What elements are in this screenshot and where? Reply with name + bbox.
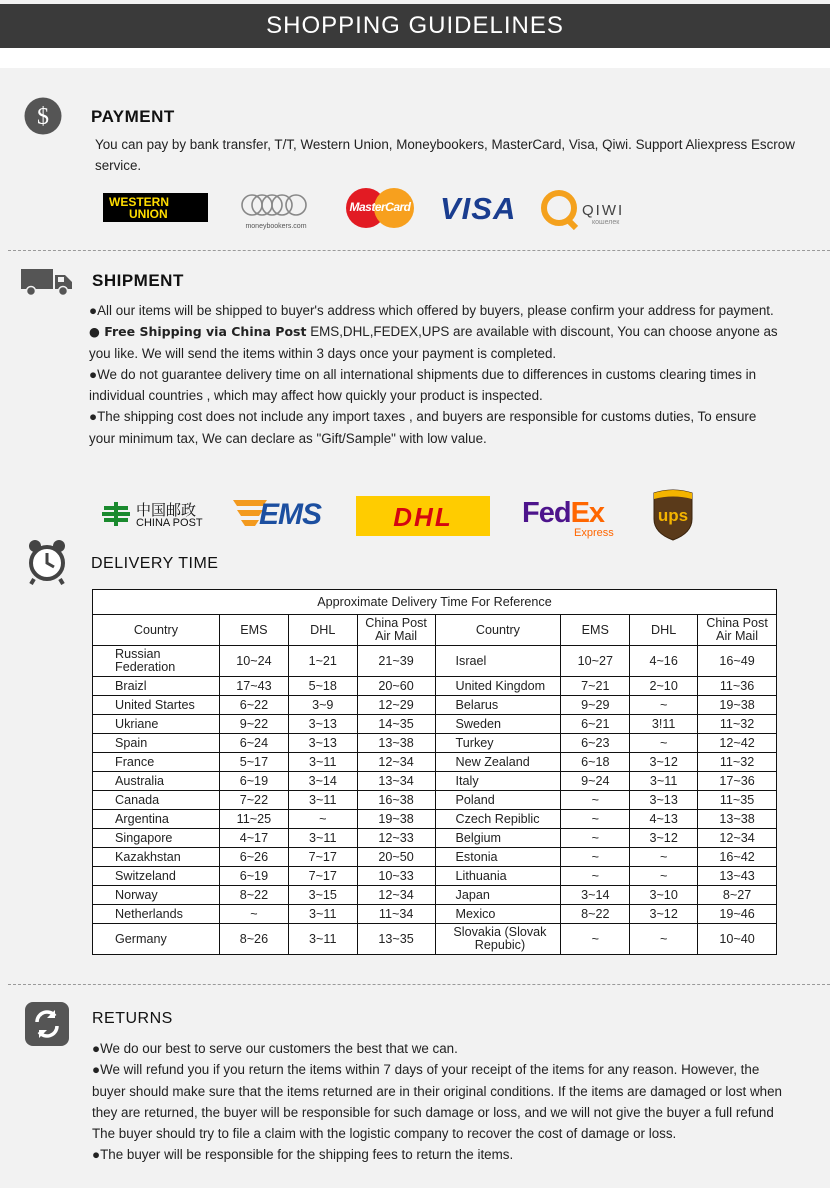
value-cell: 11~32 xyxy=(698,753,777,772)
value-cell: 19~46 xyxy=(698,905,777,924)
alarm-clock-icon xyxy=(26,539,68,585)
shipment-title: SHIPMENT xyxy=(92,271,184,290)
country-cell: Belgium xyxy=(435,829,561,848)
value-cell: 3~11 xyxy=(288,791,357,810)
table-row xyxy=(93,924,777,955)
value-cell: 10~33 xyxy=(357,867,435,886)
shipment-p3: ●We do not guarantee delivery time on all international shipments due to differences in customs clearing times in individual countries , which may affect how quickly your product is inspected. xyxy=(89,366,757,404)
value-cell: 3~15 xyxy=(288,886,357,905)
value-cell: 10~24 xyxy=(219,646,288,677)
value-cell: ~ xyxy=(630,924,698,955)
western-union-logo xyxy=(103,193,208,222)
value-cell: 4~17 xyxy=(219,829,288,848)
country-cell: United Startes xyxy=(93,696,220,715)
value-cell: 9~29 xyxy=(561,696,630,715)
value-cell: 7~21 xyxy=(561,677,630,696)
value-cell: 1~21 xyxy=(288,646,357,677)
value-cell: 8~26 xyxy=(219,924,288,955)
dhl-logo xyxy=(356,496,490,536)
country-cell: Norway xyxy=(93,886,220,905)
moneybookers-rings-icon xyxy=(240,192,312,218)
banner-gap xyxy=(0,48,830,68)
table-row xyxy=(93,867,777,886)
returns-p1: ●We do our best to serve our customers the best that we can. xyxy=(92,1041,458,1056)
value-cell: 11~25 xyxy=(219,810,288,829)
country-cell: Israel xyxy=(435,646,561,677)
country-cell: Japan xyxy=(435,886,561,905)
moneybookers-label: moneybookers.com xyxy=(245,223,307,230)
value-cell: 6~26 xyxy=(219,848,288,867)
value-cell: 16~49 xyxy=(698,646,777,677)
value-cell: 3~11 xyxy=(288,924,357,955)
country-cell: Switzeland xyxy=(93,867,220,886)
value-cell: 5~18 xyxy=(288,677,357,696)
country-cell: Ukriane xyxy=(93,715,220,734)
header-china-post-line1: China Post xyxy=(365,616,427,630)
divider-2 xyxy=(8,984,830,985)
value-cell: 10~27 xyxy=(561,646,630,677)
country-cell: Braizl xyxy=(93,677,220,696)
value-cell: ~ xyxy=(561,924,630,955)
value-cell: 12~34 xyxy=(357,886,435,905)
value-cell: ~ xyxy=(630,696,698,715)
value-cell: 3~14 xyxy=(288,772,357,791)
country-cell: Australia xyxy=(93,772,220,791)
value-cell: 9~22 xyxy=(219,715,288,734)
value-cell: 11~32 xyxy=(698,715,777,734)
value-cell: 3~13 xyxy=(630,791,698,810)
value-cell: 6~23 xyxy=(561,734,630,753)
country-cell: Sweden xyxy=(435,715,561,734)
value-cell: 3~13 xyxy=(288,715,357,734)
value-cell: 4~16 xyxy=(630,646,698,677)
delivery-title: DELIVERY TIME xyxy=(91,555,219,572)
value-cell: 12~33 xyxy=(357,829,435,848)
fedex-ex: Ex xyxy=(570,497,605,529)
value-cell: 13~35 xyxy=(357,924,435,955)
value-cell: ~ xyxy=(561,848,630,867)
country-cell: Estonia xyxy=(435,848,561,867)
value-cell: 6~19 xyxy=(219,867,288,886)
table-caption: Approximate Delivery Time For Reference xyxy=(93,590,777,615)
mastercard-label: MasterCard xyxy=(349,200,411,214)
value-cell: 16~42 xyxy=(698,848,777,867)
svg-text:$: $ xyxy=(37,104,49,130)
shipment-p2 xyxy=(89,321,779,364)
header-country: Country xyxy=(93,615,220,646)
value-cell: 19~38 xyxy=(698,696,777,715)
value-cell: 14~35 xyxy=(357,715,435,734)
qiwi-circle-icon xyxy=(540,188,580,230)
table-row xyxy=(93,791,777,810)
value-cell: ~ xyxy=(561,867,630,886)
table-row xyxy=(93,848,777,867)
value-cell: 6~24 xyxy=(219,734,288,753)
value-cell: 21~39 xyxy=(357,646,435,677)
country-cell: United Kingdom xyxy=(435,677,561,696)
table-row xyxy=(93,734,777,753)
value-cell: 3~11 xyxy=(630,772,698,791)
country-cell: Turkey xyxy=(435,734,561,753)
country-cell: Mexico xyxy=(435,905,561,924)
ems-logo xyxy=(233,498,329,532)
country-cell: Germany xyxy=(93,924,220,955)
mastercard-logo xyxy=(344,187,416,229)
value-cell: 12~34 xyxy=(357,753,435,772)
dollar-icon xyxy=(24,97,62,135)
table-body xyxy=(93,646,777,955)
value-cell: 8~22 xyxy=(219,886,288,905)
value-cell: 17~36 xyxy=(698,772,777,791)
ups-logo xyxy=(652,489,694,541)
payment-text-body: You can pay by bank transfer, T/T, Western Union, Moneybookers, MasterCard, Visa, Qiwi. Support Aliexpress Escrow service. xyxy=(95,137,795,174)
table-row xyxy=(93,753,777,772)
value-cell: ~ xyxy=(219,905,288,924)
value-cell: 3~11 xyxy=(288,753,357,772)
divider-1 xyxy=(8,250,830,251)
returns-p3: ●The buyer will be responsible for the shipping fees to return the items. xyxy=(92,1147,514,1163)
value-cell: 7~17 xyxy=(288,867,357,886)
dhl-label: DHL xyxy=(393,502,453,532)
value-cell: 3~12 xyxy=(630,905,698,924)
table-row xyxy=(93,886,777,905)
header-country: Country xyxy=(435,615,561,646)
value-cell: 11~36 xyxy=(698,677,777,696)
value-cell: 12~34 xyxy=(698,829,777,848)
value-cell: 2~10 xyxy=(630,677,698,696)
value-cell: 13~38 xyxy=(357,734,435,753)
returns-p2: ●We will refund you if you return the items within 7 days of your receipt of the items for any reason. However, the buyer should make sure that the items returned are in their original conditions. If the items are damaged or lost when they are returned, the buyer will be responsible for such damage or loss, and we will not give the buyer a full refund The buyer should try to file a claim with the logistic company to recover the cost of damage or loss. xyxy=(92,1062,782,1142)
visa-logo: VISA xyxy=(440,191,517,226)
value-cell: 11~34 xyxy=(357,905,435,924)
value-cell: 8~22 xyxy=(561,905,630,924)
header-dhl: DHL xyxy=(630,615,698,646)
china-post-emblem-icon xyxy=(100,498,132,530)
china-post-logo xyxy=(100,498,210,532)
value-cell: 7~17 xyxy=(288,848,357,867)
table-row xyxy=(93,772,777,791)
value-cell: 13~43 xyxy=(698,867,777,886)
western-union-line1: WESTERN xyxy=(109,195,169,209)
value-cell: 3~12 xyxy=(630,753,698,772)
china-post-cn: 中国邮政 xyxy=(136,501,197,519)
value-cell: 16~38 xyxy=(357,791,435,810)
value-cell: 4~13 xyxy=(630,810,698,829)
value-cell: 12~42 xyxy=(698,734,777,753)
page-banner: SHOPPING GUIDELINES xyxy=(0,4,830,48)
china-post-en: CHINA POST xyxy=(136,517,203,529)
country-cell: Lithuania xyxy=(435,867,561,886)
fedex-express: Express xyxy=(574,527,614,539)
value-cell: ~ xyxy=(630,734,698,753)
value-cell: 6~18 xyxy=(561,753,630,772)
value-cell: 19~38 xyxy=(357,810,435,829)
country-cell: Kazakhstan xyxy=(93,848,220,867)
value-cell: 3~11 xyxy=(288,829,357,848)
value-cell: 6~22 xyxy=(219,696,288,715)
table-row xyxy=(93,715,777,734)
shipment-text xyxy=(89,300,779,449)
payment-title: PAYMENT xyxy=(91,107,175,126)
shipment-p2-bold: ● Free Shipping via China Post xyxy=(89,324,307,340)
country-cell: Czech Repiblic xyxy=(435,810,561,829)
header-china-post xyxy=(357,615,435,646)
qiwi-label: QIWI xyxy=(582,202,625,219)
fedex-fed: Fed xyxy=(522,497,571,529)
ems-label: EMS xyxy=(259,498,322,531)
value-cell: 13~38 xyxy=(698,810,777,829)
truck-icon xyxy=(20,267,74,297)
header-dhl: DHL xyxy=(288,615,357,646)
western-union-line2: UNION xyxy=(129,207,168,221)
country-cell: Canada xyxy=(93,791,220,810)
header-china-post-line2: Air Mail xyxy=(716,629,759,643)
value-cell: 7~22 xyxy=(219,791,288,810)
value-cell: 6~19 xyxy=(219,772,288,791)
value-cell: 3!11 xyxy=(630,715,698,734)
header-ems: EMS xyxy=(219,615,288,646)
moneybookers-logo xyxy=(240,192,312,228)
country-cell: Belarus xyxy=(435,696,561,715)
delivery-table xyxy=(92,589,777,955)
country-cell: France xyxy=(93,753,220,772)
value-cell: 9~24 xyxy=(561,772,630,791)
value-cell: 12~29 xyxy=(357,696,435,715)
value-cell: 13~34 xyxy=(357,772,435,791)
table-row xyxy=(93,905,777,924)
country-cell: New Zealand xyxy=(435,753,561,772)
value-cell: 11~35 xyxy=(698,791,777,810)
value-cell: 3~12 xyxy=(630,829,698,848)
value-cell: ~ xyxy=(561,829,630,848)
qiwi-logo xyxy=(540,188,635,232)
value-cell: 8~27 xyxy=(698,886,777,905)
shipment-p2-rest: EMS,DHL,FEDEX,UPS are available with discount, You can choose anyone as you like. We will send the items within 3 days once your payment is completed. xyxy=(89,324,778,361)
qiwi-sublabel: кошелек xyxy=(592,219,620,226)
value-cell: 3~10 xyxy=(630,886,698,905)
value-cell: ~ xyxy=(630,867,698,886)
value-cell: 5~17 xyxy=(219,753,288,772)
value-cell: 3~14 xyxy=(561,886,630,905)
value-cell: ~ xyxy=(561,791,630,810)
country-cell: Netherlands xyxy=(93,905,220,924)
payment-text xyxy=(95,134,795,177)
table-row xyxy=(93,677,777,696)
country-cell: Argentina xyxy=(93,810,220,829)
refresh-icon xyxy=(25,1002,69,1046)
value-cell: ~ xyxy=(630,848,698,867)
country-cell: Spain xyxy=(93,734,220,753)
table-row xyxy=(93,646,777,677)
table-row xyxy=(93,829,777,848)
table-row xyxy=(93,696,777,715)
ups-label: ups xyxy=(657,506,689,525)
value-cell: 3~13 xyxy=(288,734,357,753)
value-cell: 3~11 xyxy=(288,905,357,924)
value-cell: 20~60 xyxy=(357,677,435,696)
value-cell: 10~40 xyxy=(698,924,777,955)
shipment-p4: ●The shipping cost does not include any import taxes , and buyers are responsible for customs duties, To ensure your minimum tax, We can declare as "Gift/Sample" with low value. xyxy=(89,409,757,446)
value-cell: 3~9 xyxy=(288,696,357,715)
country-cell: Slovakia (Slovak Repubic) xyxy=(435,924,561,955)
value-cell: ~ xyxy=(288,810,357,829)
table-row xyxy=(93,810,777,829)
value-cell: 20~50 xyxy=(357,848,435,867)
value-cell: 17~43 xyxy=(219,677,288,696)
value-cell: ~ xyxy=(561,810,630,829)
header-china-post-line1: China Post xyxy=(706,616,768,630)
value-cell: 6~21 xyxy=(561,715,630,734)
country-cell: Italy xyxy=(435,772,561,791)
fedex-logo xyxy=(522,497,622,541)
country-cell: Poland xyxy=(435,791,561,810)
returns-title: RETURNS xyxy=(92,1010,173,1027)
header-china-post-line2: Air Mail xyxy=(375,629,418,643)
header-ems: EMS xyxy=(561,615,630,646)
returns-text xyxy=(92,1038,792,1166)
country-cell: Russian Federation xyxy=(93,646,220,677)
country-cell: Singapore xyxy=(93,829,220,848)
shipment-p1: ●All our items will be shipped to buyer's address which offered by buyers, please confirm your address for payment. xyxy=(89,303,774,318)
header-china-post xyxy=(698,615,777,646)
